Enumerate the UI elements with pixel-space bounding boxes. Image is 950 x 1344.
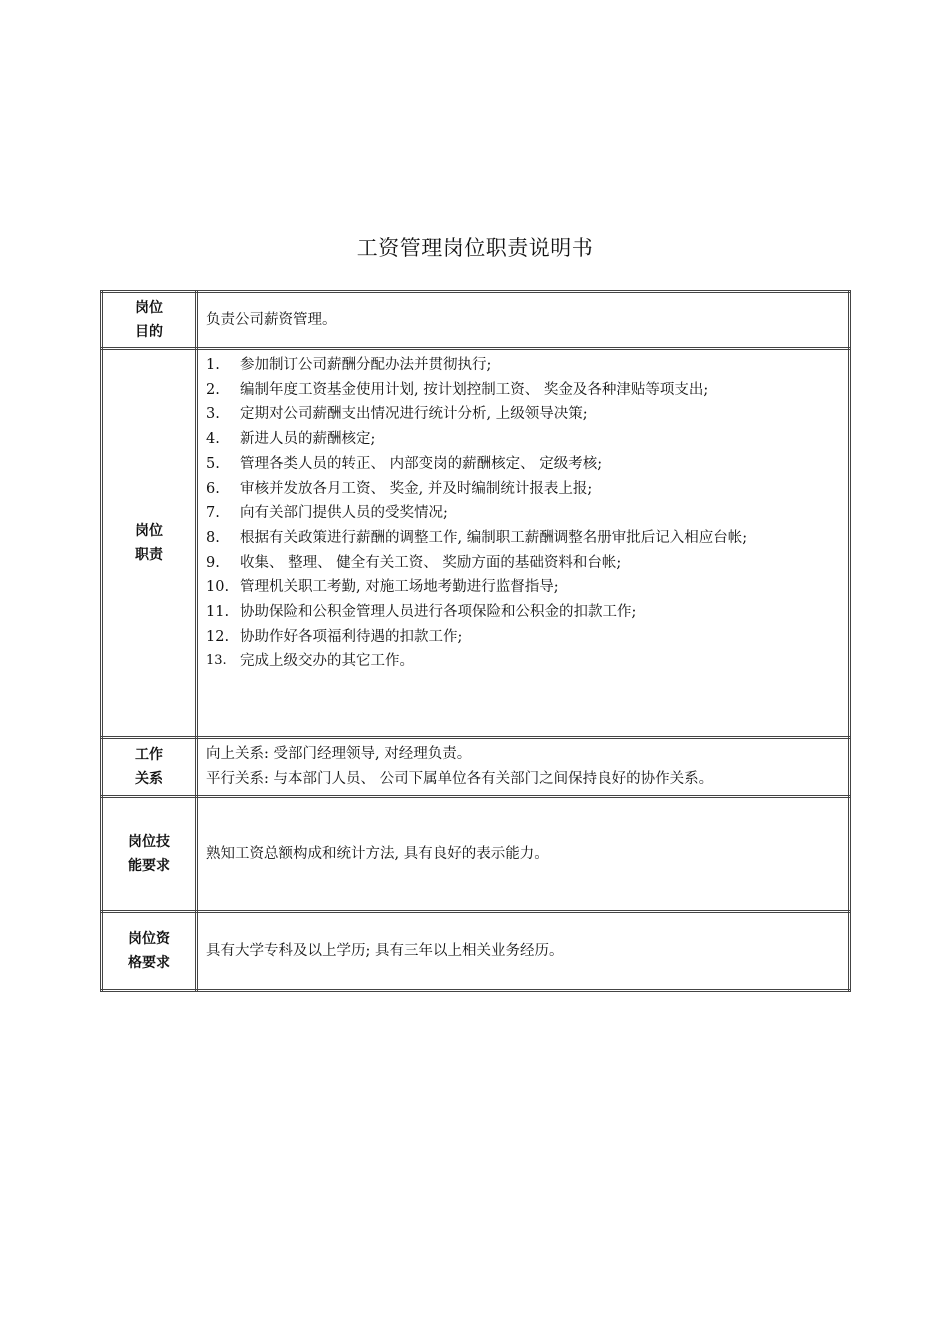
duty-item	[206, 353, 848, 378]
job-description-table	[100, 290, 851, 992]
duty-text: 向有关部门提供人员的受奖情况;	[240, 505, 448, 522]
duties-label	[102, 349, 197, 738]
skills-text: 熟知工资总额构成和统计方法, 具有良好的表示能力。	[197, 797, 850, 912]
parallel-relation: 平行关系: 与本部门人员、 公司下属单位各有关部门之间保持良好的协作关系。	[206, 771, 714, 787]
duty-text: 协助作好各项福利待遇的扣款工作;	[240, 628, 463, 645]
duty-number: 5.	[206, 455, 220, 472]
duty-item	[206, 649, 848, 674]
duties-content	[197, 349, 850, 738]
duty-number: 3.	[206, 406, 220, 423]
document-title: 工资管理岗位职责说明书	[356, 236, 594, 260]
duty-number: 10.	[206, 579, 230, 596]
purpose-label-line1: 岗位	[135, 300, 163, 316]
relations-row	[102, 738, 850, 797]
upward-relation: 向上关系: 受部门经理领导, 对经理负责。	[206, 746, 472, 763]
duty-text: 编制年度工资基金使用计划, 按计划控制工资、 奖金及各种津贴等项支出;	[240, 381, 709, 398]
duty-text: 新进人员的薪酬核定;	[240, 431, 376, 448]
duty-number: 8.	[206, 529, 220, 546]
qualifications-row	[102, 912, 850, 991]
duty-text: 参加制订公司薪酬分配办法并贯彻执行;	[240, 357, 492, 373]
purpose-text: 负责公司薪资管理。	[197, 292, 850, 349]
duty-text: 定期对公司薪酬支出情况进行统计分析, 上级领导决策;	[240, 406, 588, 423]
duties-row	[102, 349, 850, 738]
duty-number: 11.	[206, 604, 230, 621]
duty-text: 管理各类人员的转正、 内部变岗的薪酬核定、 定级考核;	[240, 455, 603, 472]
duty-number: 4.	[206, 431, 220, 448]
duty-text: 根据有关政策进行薪酬的调整工作, 编制职工薪酬调整名册审批后记入相应台帐;	[240, 529, 748, 546]
duty-item	[206, 625, 848, 650]
duty-item	[206, 526, 848, 551]
duty-number: 13.	[206, 653, 227, 669]
relations-label	[102, 738, 197, 797]
duties-list	[206, 350, 848, 674]
duties-label-line1: 岗位	[135, 523, 163, 539]
duty-text: 协助保险和公积金管理人员进行各项保险和公积金的扣款工作;	[240, 604, 637, 621]
duty-item	[206, 378, 848, 403]
duty-text: 收集、 整理、 健全有关工资、 奖励方面的基础资料和台帐;	[240, 554, 622, 571]
duty-number: 2.	[206, 381, 220, 398]
duty-item	[206, 501, 848, 526]
duty-text: 审核并发放各月工资、 奖金, 并及时编制统计报表上报;	[240, 480, 593, 497]
relations-label-line2: 关系	[135, 771, 163, 787]
duties-label-line2: 职责	[135, 547, 163, 563]
relations-content	[197, 738, 850, 797]
duty-item	[206, 551, 848, 576]
duty-item	[206, 600, 848, 625]
duty-number: 12.	[206, 628, 230, 645]
skills-label	[102, 797, 197, 912]
duty-text: 完成上级交办的其它工作。	[240, 653, 414, 670]
duty-item	[206, 427, 848, 452]
qualifications-label	[102, 912, 197, 991]
purpose-row	[102, 292, 850, 349]
duty-text: 管理机关职工考勤, 对施工场地考勤进行监督指导;	[240, 579, 559, 596]
qualifications-label-line2: 格要求	[128, 955, 170, 971]
duty-number: 9.	[206, 554, 220, 571]
skills-label-line1: 岗位技	[128, 834, 170, 850]
duty-number: 6.	[206, 480, 220, 497]
qualifications-label-line1: 岗位资	[128, 931, 170, 947]
skills-row	[102, 797, 850, 912]
duty-item	[206, 402, 848, 427]
skills-label-line2: 能要求	[128, 858, 170, 874]
duty-item	[206, 477, 848, 502]
purpose-label	[102, 292, 197, 349]
purpose-label-line2: 目的	[135, 324, 163, 340]
duty-number: 7.	[206, 505, 220, 522]
relations-label-line1: 工作	[135, 747, 163, 763]
duty-number: 1.	[206, 357, 220, 373]
duty-item	[206, 575, 848, 600]
qualifications-text: 具有大学专科及以上学历; 具有三年以上相关业务经历。	[197, 912, 850, 991]
duty-item	[206, 452, 848, 477]
